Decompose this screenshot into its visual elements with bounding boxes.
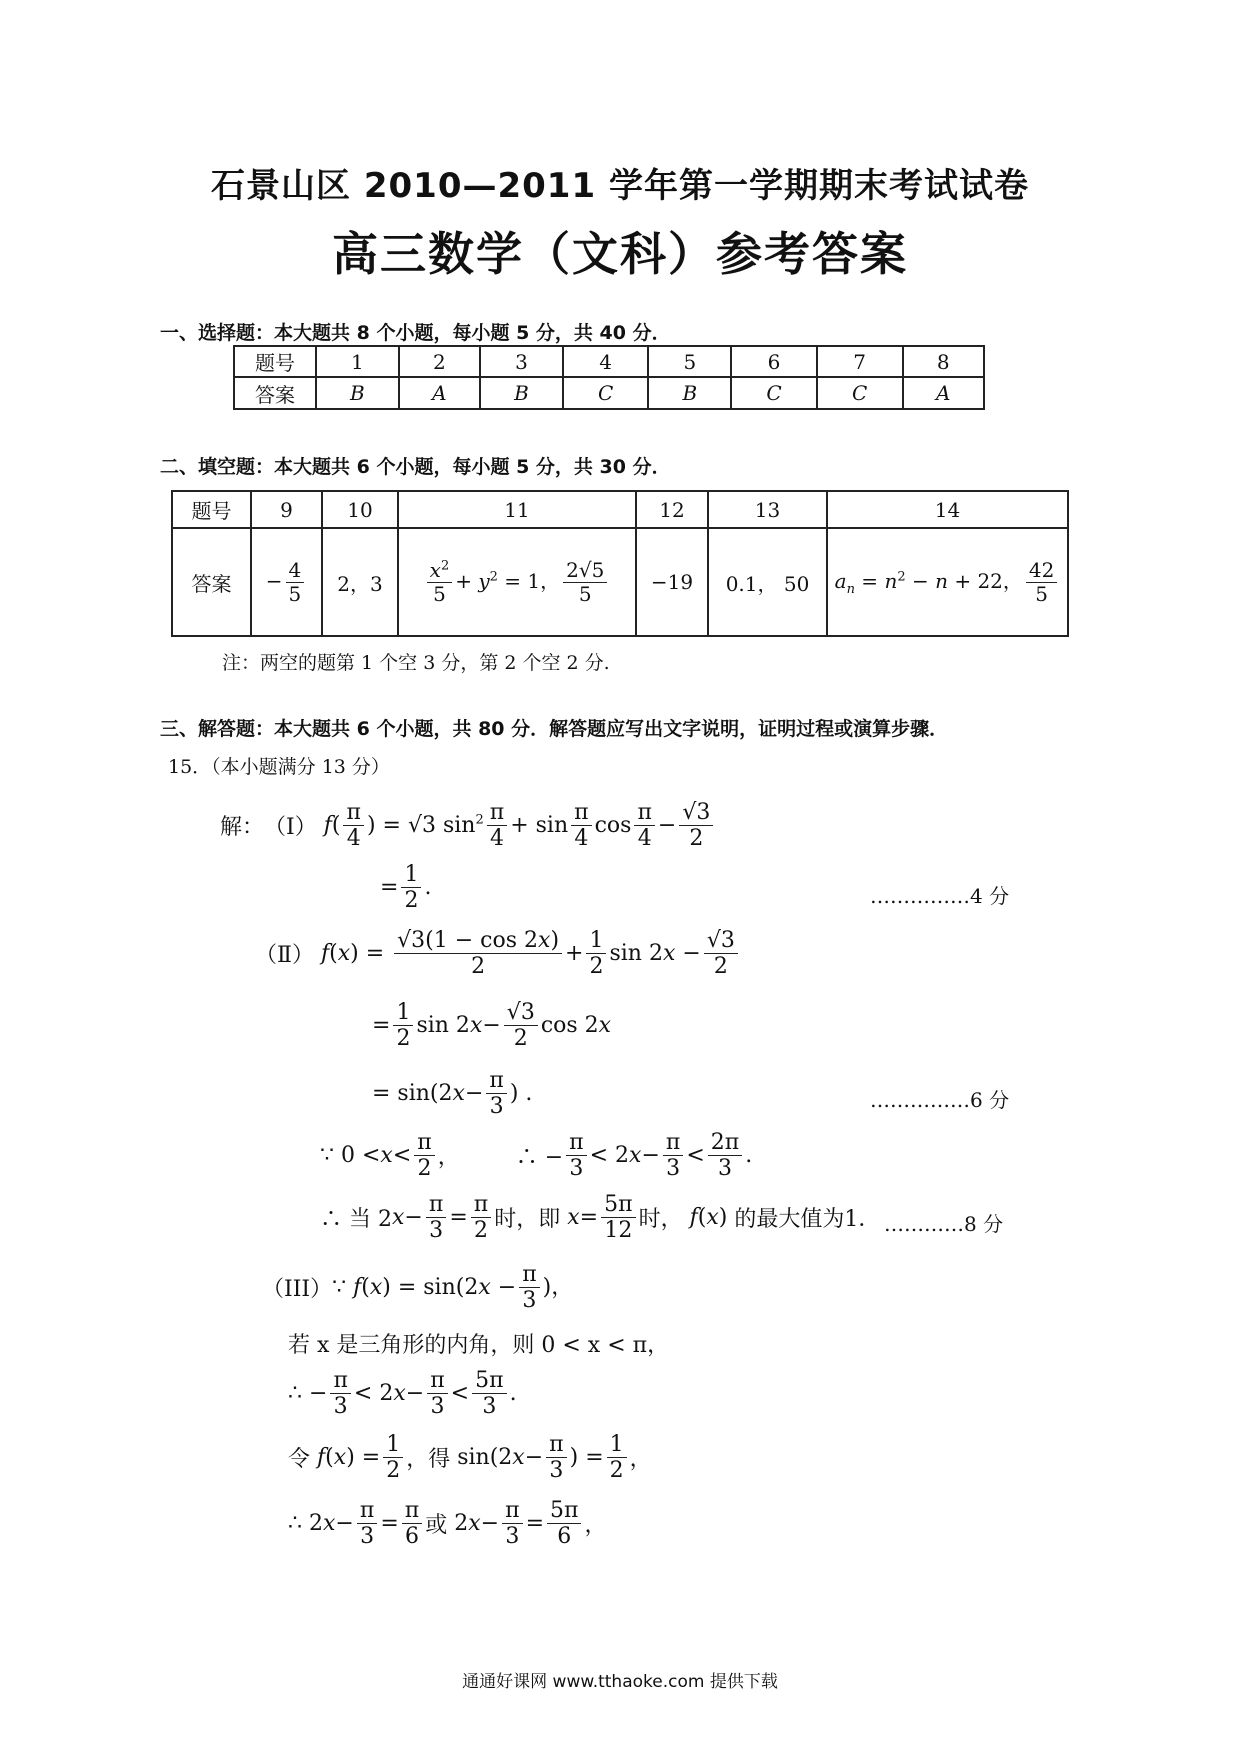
inline-text: 令 bbox=[288, 1447, 311, 1473]
section2-heading: 二、填空题：本大题共 6 个小题，每小题 5 分，共 30 分． bbox=[160, 456, 671, 478]
part3-line3: ∴ − $\frac{\pi}{3}$ < 2 x − $\frac{\pi}{3}$ < $\frac{5\pi}{3}$ . bbox=[288, 1368, 517, 1420]
part-label: （III） bbox=[262, 1277, 333, 1303]
section2-note: 注：两空的题第 1 个空 3 分，第 2 个空 2 分. bbox=[222, 652, 610, 674]
table-cell: 3 bbox=[480, 346, 563, 377]
part1-line1: 解： （Ⅰ） f( $\frac{\pi}{4}$ ) = √3 $\sin^2$ $\frac{\pi}{4}$ + sin $\frac{\pi}{4}$ cos $\frac{\pi}{4}$ − $\frac{√3}{2}$ bbox=[220, 800, 716, 852]
table-header-cell: 题号 bbox=[234, 346, 316, 377]
section3-heading: 三、解答题：本大题共 6 个小题，共 80 分．解答题应写出文字说明，证明过程或演算步骤． bbox=[160, 718, 949, 740]
part3-line5: ∴ 2 x − $\frac{\pi}{3}$ = $\frac{\pi}{6}$ 或 2 x − $\frac{\pi}{3}$ = $\frac{5\pi}{6}$ ， bbox=[288, 1498, 607, 1550]
part2-line3: = sin(2 x − $\frac{\pi}{3}$ ) . bbox=[372, 1068, 533, 1120]
answer-11: $\frac{x^2}{5}$ + $y^2 = 1$， $\frac{2√5}{5}$ bbox=[398, 528, 636, 636]
solution-label: 解： bbox=[220, 815, 265, 841]
table-cell: 5 bbox=[648, 346, 731, 377]
exam-title: 石景山区 2010—2011 学年第一学期期末考试试卷 bbox=[211, 166, 1029, 206]
inline-text: 时， bbox=[638, 1207, 683, 1233]
section1-heading: 一、选择题：本大题共 8 个小题，每小题 5 分，共 40 分． bbox=[160, 322, 671, 344]
table-cell: A bbox=[399, 377, 480, 409]
table-cell: 11 bbox=[398, 491, 636, 528]
fill-blank-answer-table bbox=[171, 490, 1069, 637]
table-cell: 13 bbox=[708, 491, 827, 528]
part2-line5: ∴ 当 2 x − $\frac{\pi}{3}$ = $\frac{\pi}{2}$ 时，即 x = $\frac{5\pi}{12}$ 时， f ( x ) 的最大值为1． bbox=[320, 1192, 881, 1244]
table-cell: B bbox=[316, 377, 399, 409]
table-header-cell: 答案 bbox=[172, 528, 251, 636]
footer-credit: 通通好课网 www.tthaoke.com 提供下载 bbox=[462, 1672, 778, 1692]
answer-key-title: 高三数学（文科）参考答案 bbox=[332, 227, 908, 281]
table-cell: C bbox=[817, 377, 903, 409]
part-label: （Ⅱ） bbox=[255, 943, 314, 969]
answer-9: − $\frac{4}{5}$ bbox=[251, 528, 322, 636]
table-cell: A bbox=[903, 377, 984, 409]
table-header-cell: 题号 bbox=[172, 491, 251, 528]
inline-text: 时，即 bbox=[494, 1207, 561, 1233]
inline-text: ，得 bbox=[406, 1447, 451, 1473]
table-cell: 12 bbox=[636, 491, 708, 528]
table-cell: 14 bbox=[827, 491, 1068, 528]
table-cell: 4 bbox=[563, 346, 649, 377]
part2-line1: （Ⅱ） f(x) = $\frac{√3(1 - \cos 2x)}{2}$ + $\frac{1}{2}$ sin 2x − $\frac{√3}{2}$ bbox=[255, 928, 741, 980]
question-15-header: 15．（本小题满分 13 分） bbox=[168, 756, 390, 778]
choice-answer-table bbox=[233, 345, 985, 410]
table-cell: B bbox=[480, 377, 563, 409]
table-cell: 10 bbox=[322, 491, 398, 528]
table-cell: C bbox=[731, 377, 817, 409]
table-cell: C bbox=[563, 377, 649, 409]
part-label: （Ⅰ） bbox=[264, 815, 317, 841]
part2-line4: ∵ 0 < x < $\frac{\pi}{2}$ ， ∴ − $\frac{\pi}{3}$ < 2 x − $\frac{\pi}{3}$ < $\frac{2\pi}{3}$ . bbox=[320, 1130, 753, 1182]
table-cell: 8 bbox=[903, 346, 984, 377]
part2-line2: = $\frac{1}{2}$ sin 2 x − $\frac{√3}{2}$ cos 2 x bbox=[372, 1000, 612, 1052]
score-marker: ……………6 分 bbox=[870, 1088, 1010, 1112]
part3-line4: 令 f ( x ) = $\frac{1}{2}$ ，得 sin(2 x − $\frac{\pi}{3}$ ) = $\frac{1}{2}$ ， bbox=[288, 1432, 652, 1484]
table-cell: 6 bbox=[731, 346, 817, 377]
answer-12: −19 bbox=[636, 528, 708, 636]
table-cell: B bbox=[648, 377, 731, 409]
answer-14: $a_n = n^2 - n + 22$， $\frac{42}{5}$ bbox=[827, 528, 1068, 636]
table-header-cell: 答案 bbox=[234, 377, 316, 409]
table-cell: 7 bbox=[817, 346, 903, 377]
inline-text: 或 bbox=[425, 1513, 448, 1539]
part1-line2: = $\frac{1}{2}$ . bbox=[380, 862, 432, 914]
score-marker: …………8 分 bbox=[884, 1212, 1004, 1236]
answer-10: 2，3 bbox=[322, 528, 398, 636]
inline-text: 的最大值为1． bbox=[734, 1207, 881, 1233]
part3-line1: （III） ∵ f(x) = sin(2x − $\frac{\pi}{3}$ )， bbox=[262, 1262, 574, 1314]
table-cell: 1 bbox=[316, 346, 399, 377]
answer-13: 0.1， 50 bbox=[708, 528, 827, 636]
table-cell: 9 bbox=[251, 491, 322, 528]
table-cell: 2 bbox=[399, 346, 480, 377]
part3-line2: 若 x 是三角形的内角，则 0 < x < π， bbox=[288, 1333, 670, 1358]
score-marker: ……………4 分 bbox=[870, 884, 1010, 908]
